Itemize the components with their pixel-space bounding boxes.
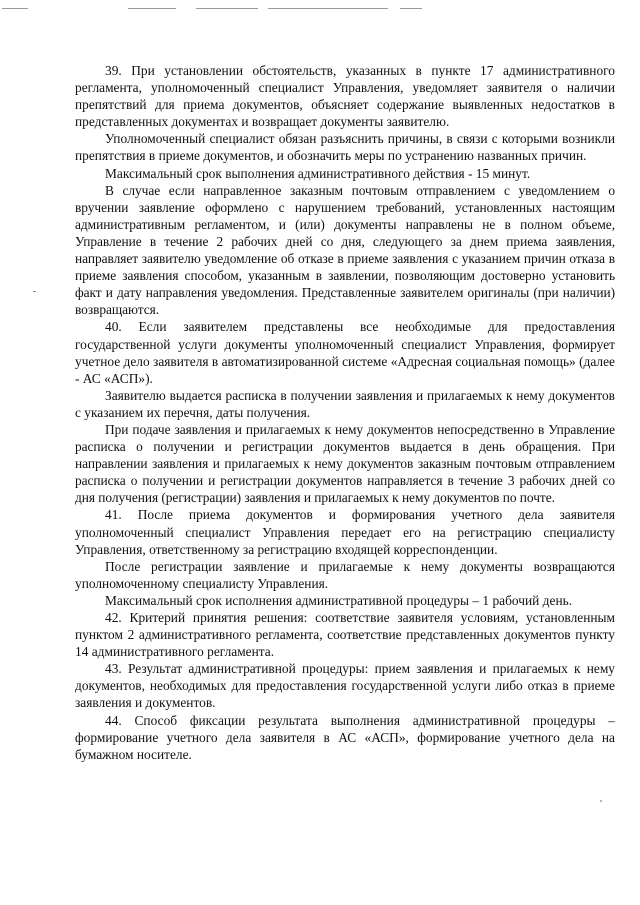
paragraph-44: 44. Способ фиксации результата выполнения административной процедуры – формирование учетного дела заявителя в АС «АСП», формирование учетного дела на бумажном носителе. (75, 712, 615, 762)
paragraph-40: 40. Если заявителем представлены все необходимые для предоставления государственной услуги документы уполномоченный специалист Управления, формирует учетное дело заявителя в автоматизированной системе «Адресная социальная помощь» (далее - АС «АСП»). (75, 319, 615, 386)
scan-header-marks (0, 4, 640, 14)
paragraph-postal-refusal: В случае если направленное заказным почтовым отправлением с уведомлением о вручении заявление оформлено с нарушением требований, установленных настоящим административным регламентом, и (или) документы направлены не в полном объеме, Управление в течение 2 рабочих дней со дня, следующего за днем приема заявления, направляет заявителю уведомление об отказе в приеме заявления с указанием причин отказа в приеме заявления способом, указанным в заявлении, позволяющим достоверно установить факт и дату направления уведомления. Представленные заявителем оригиналы (при наличии) возвращаются. (75, 182, 615, 318)
paragraph-39: 39. При установлении обстоятельств, указанных в пункте 17 административного регламента, уполномоченный специалист Управления, уведомляет заявителя о наличии препятствий для приема документов, объясняет содержание выявленных недостатков в представленных документах и возвращает документы заявителю. (75, 63, 615, 130)
scan-dot (600, 800, 602, 802)
paragraph-specialist-duty: Уполномоченный специалист обязан разъяснить причины, в связи с которыми возникли препятствия в приеме документов, и обозначить меры по устранению названных причин. (75, 131, 615, 164)
paragraph-return-after-registration: После регистрации заявление и прилагаемые к нему документы возвращаются уполномоченному специалисту Управления. (75, 558, 615, 591)
paragraph-receipt: Заявителю выдается расписка в получении заявления и прилагаемых к нему документов с указанием их перечня, даты получения. (75, 387, 615, 420)
paragraph-max-time-15min: Максимальный срок выполнения административного действия - 15 минут. (105, 165, 531, 181)
paragraph-41: 41. После приема документов и формирования учетного дела заявителя уполномоченный специалист Управления передает его на регистрацию специалисту Управления, ответственному за регистрацию входящей корреспонденции. (75, 507, 615, 557)
scan-margin-mark (33, 291, 36, 292)
paragraph-43: 43. Результат административной процедуры: прием заявления и прилагаемых к нему документов, необходимых для предоставления государственной услуги либо отказ в приеме заявления и документов. (75, 661, 615, 711)
document-page (75, 62, 615, 763)
paragraph-42: 42. Критерий принятия решения: соответствие заявителя условиям, установленным пунктом 2 административного регламента, соответствие представленных документов пункту 14 административного регламента. (75, 610, 615, 660)
paragraph-max-time-1day: Максимальный срок исполнения административной процедуры – 1 рабочий день. (105, 592, 573, 608)
paragraph-receipt-delivery: При подаче заявления и прилагаемых к нему документов непосредственно в Управление расписка о получении и регистрации документов выдается в день обращения. При направлении заявления и прилагаемых к нему документов заказным почтовым отправлением расписка о получении и регистрации документов направляется в течение 3 рабочих дней со дня получения (регистрации) заявления и прилагаемых к нему документов по почте. (75, 421, 615, 506)
